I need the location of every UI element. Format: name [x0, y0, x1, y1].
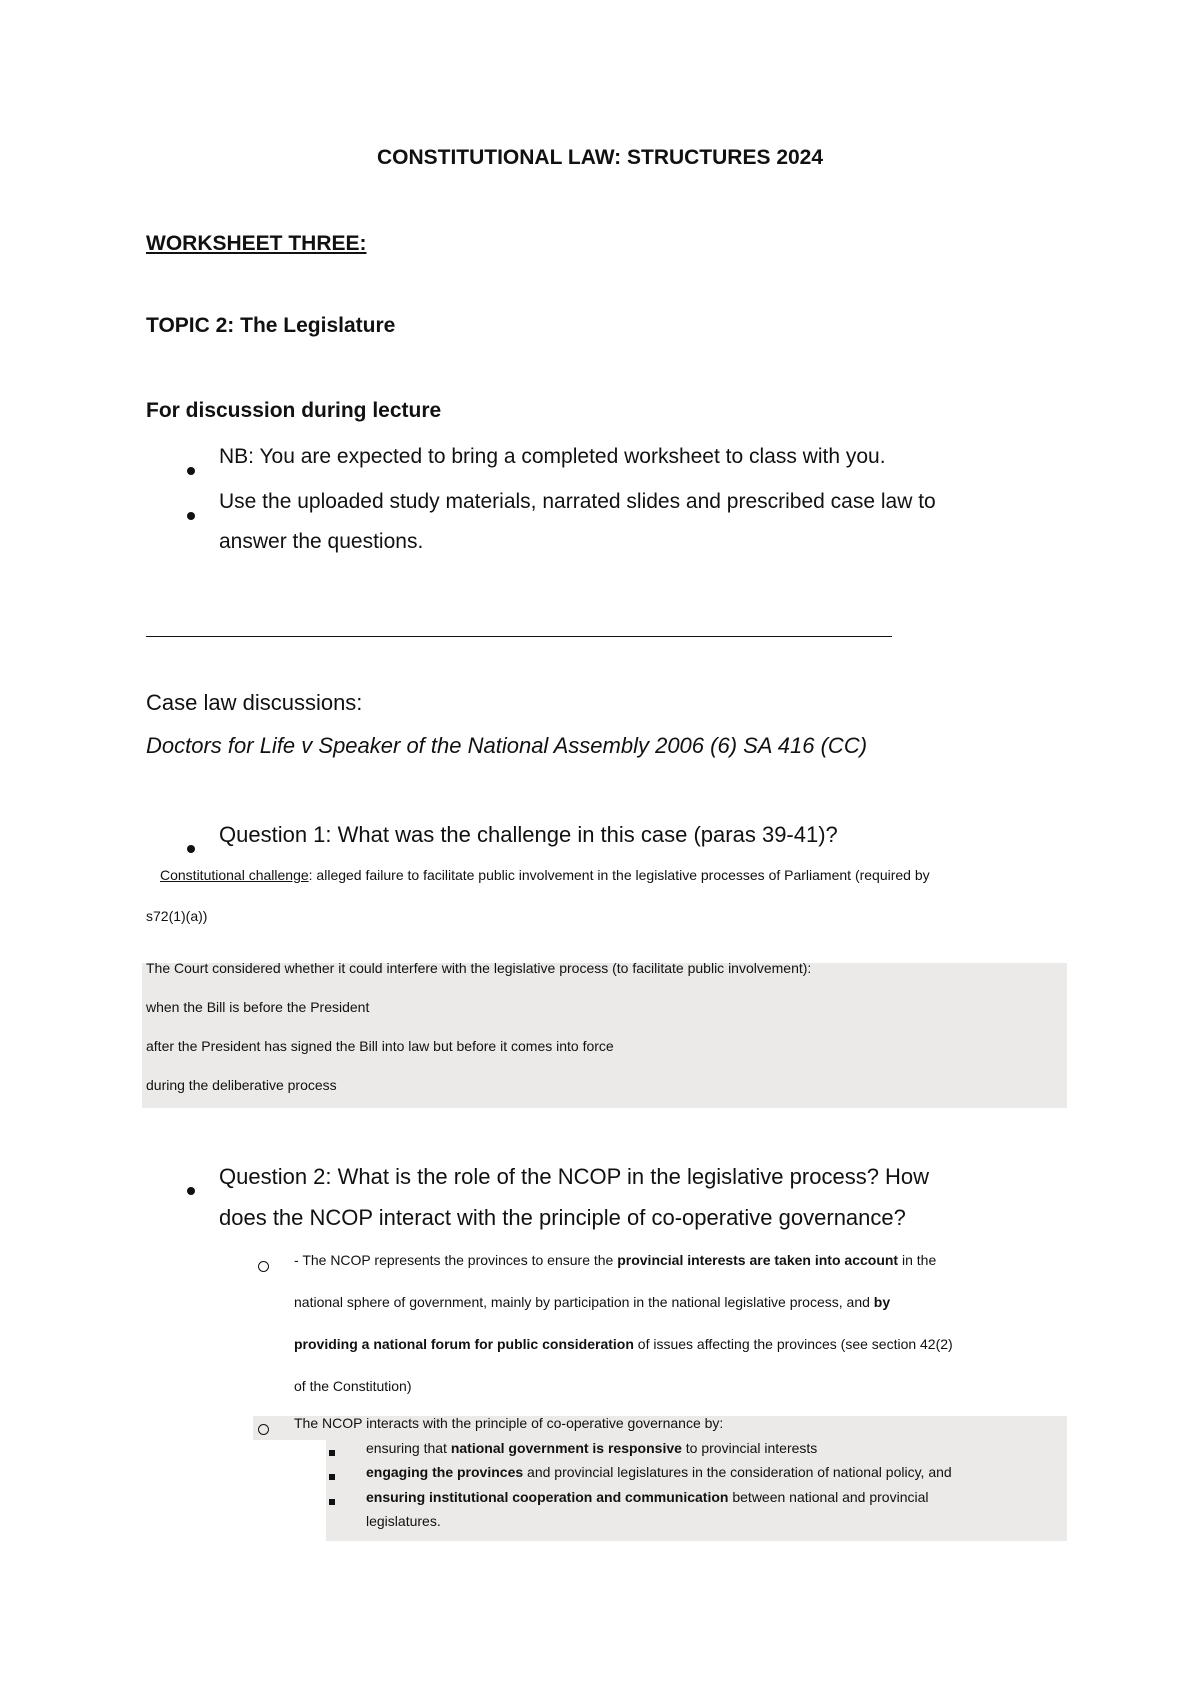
document-title: CONSTITUTIONAL LAW: STRUCTURES 2024 [376, 146, 824, 169]
divider [146, 636, 892, 637]
discussion-bullet: NB: You are expected to bring a completed worksheet to class with you. [219, 445, 886, 468]
discussion-bullet-cont: answer the questions. [219, 530, 424, 553]
q2-answer-2-item: ensuring institutional cooperation and communication between national and provincial [366, 1489, 929, 1505]
q1-shaded-line: after the President has signed the Bill into law but before it comes into force [146, 1038, 614, 1054]
question-2-line-2: does the NCOP interact with the principle of co-operative governance? [219, 1205, 906, 1230]
case-law-heading: Case law discussions: [146, 690, 363, 715]
topic-heading: TOPIC 2: The Legislature [146, 314, 396, 337]
q2-answer-2-cont: legislatures. [366, 1513, 441, 1529]
discussion-heading: For discussion during lecture [146, 399, 442, 422]
q1-answer-text: : alleged failure to facilitate public involvement in the legislative processes of Parliament (required by [308, 867, 930, 883]
bullet-icon [187, 449, 195, 489]
q1-answer-cont: s72(1)(a)) [146, 908, 208, 924]
discussion-bullet: Use the uploaded study materials, narrated slides and prescribed case law to [219, 490, 936, 513]
q1-shaded-line: The Court considered whether it could interfere with the legislative process (to facilitate public involvement): [146, 960, 812, 976]
square-bullet-icon [329, 1450, 335, 1456]
square-bullet-icon [329, 1499, 335, 1505]
q2-answer-1-line-4: of the Constitution) [294, 1378, 412, 1394]
dash: - [294, 1252, 299, 1268]
q2-answer-1-line-1: - The NCOP represents the provinces to ensure the provincial interests are taken into account in the [294, 1252, 937, 1268]
square-bullet-icon [329, 1474, 335, 1480]
q2-answer-2-item: ensuring that national government is responsive to provincial interests [366, 1440, 818, 1456]
q1-answer-label: Constitutional challenge [160, 867, 309, 883]
bullet-icon [187, 827, 195, 867]
q1-shaded-line: when the Bill is before the President [146, 999, 370, 1015]
worksheet-heading: WORKSHEET THREE: [146, 232, 367, 255]
circle-bullet-icon [258, 1424, 269, 1435]
q1-shaded-line: during the deliberative process [146, 1077, 337, 1093]
bullet-icon [187, 494, 195, 534]
question-2-line-1: Question 2: What is the role of the NCOP in the legislative process? How [219, 1164, 930, 1189]
q2-answer-2-item: engaging the provinces and provincial legislatures in the consideration of national policy, and [366, 1464, 952, 1480]
circle-bullet-icon [258, 1261, 269, 1272]
q2-answer-1-line-3: providing a national forum for public consideration of issues affecting the provinces (see section 42(2) [294, 1336, 953, 1352]
question-1: Question 1: What was the challenge in this case (paras 39-41)? [219, 822, 838, 847]
bullet-icon [187, 1169, 195, 1209]
q2-answer-1-line-2: national sphere of government, mainly by participation in the national legislative process, and by [294, 1294, 891, 1310]
q2-answer-2-intro: The NCOP interacts with the principle of co-operative governance by: [294, 1415, 724, 1431]
q1-answer [146, 867, 1076, 883]
case-citation: Doctors for Life v Speaker of the National Assembly 2006 (6) SA 416 (CC) [146, 733, 868, 758]
